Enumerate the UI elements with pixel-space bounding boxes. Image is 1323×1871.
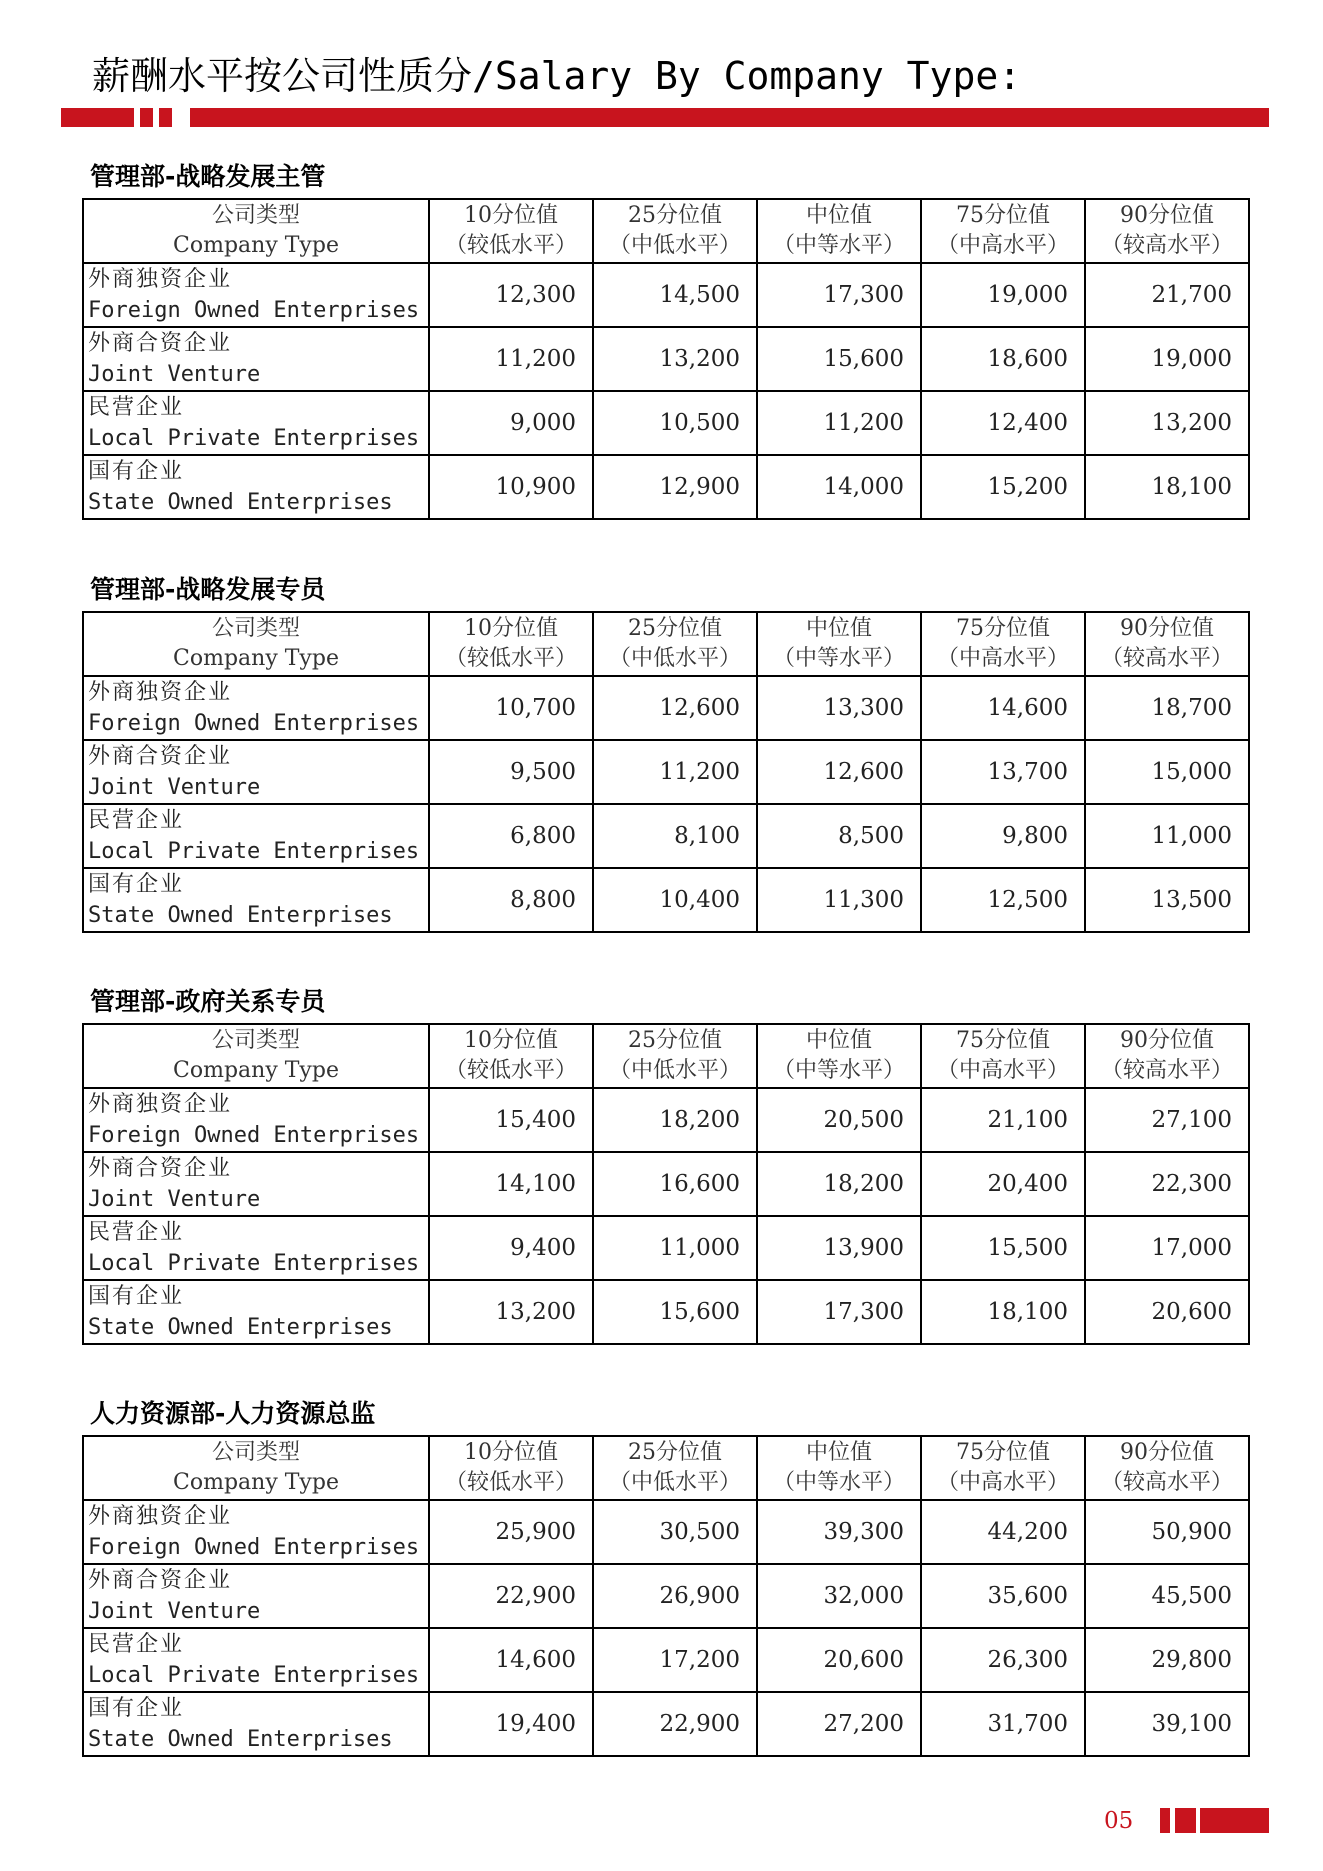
salary-value: 11,000 xyxy=(1085,804,1249,868)
salary-value: 12,400 xyxy=(921,391,1085,455)
percentile-header xyxy=(757,1024,921,1088)
table-row xyxy=(83,740,1249,804)
percentile-level: （中等水平） xyxy=(772,1058,905,1083)
salary-value: 19,400 xyxy=(429,1692,593,1756)
salary-value: 8,800 xyxy=(429,868,593,932)
percentile-level: （中低水平） xyxy=(608,1470,741,1495)
section-strategy-supervisor xyxy=(82,160,1248,544)
section-strategy-specialist xyxy=(82,573,1248,957)
percentile-label: 10分位值 xyxy=(464,616,558,641)
company-type-cn: 民营企业 xyxy=(88,1220,185,1245)
salary-value: 39,300 xyxy=(757,1500,921,1564)
salary-value: 10,700 xyxy=(429,676,593,740)
salary-value: 13,200 xyxy=(1085,391,1249,455)
company-type-cell xyxy=(83,1564,429,1628)
salary-value: 9,800 xyxy=(921,804,1085,868)
header-label-cn: 公司类型 xyxy=(211,203,300,228)
salary-value: 22,900 xyxy=(593,1692,757,1756)
header-label-cn: 公司类型 xyxy=(211,1028,300,1053)
company-type-en: State Owned Enterprises xyxy=(88,490,393,515)
salary-value: 14,600 xyxy=(429,1628,593,1692)
percentile-level: （较低水平） xyxy=(444,233,577,258)
percentile-label: 75分位值 xyxy=(956,203,1050,228)
percentile-label: 25分位值 xyxy=(628,1440,722,1465)
salary-value: 21,700 xyxy=(1085,263,1249,327)
table-row xyxy=(83,1628,1249,1692)
salary-value: 13,700 xyxy=(921,740,1085,804)
salary-value: 18,600 xyxy=(921,327,1085,391)
table-row xyxy=(83,263,1249,327)
percentile-level: （中高水平） xyxy=(936,1470,1069,1495)
percentile-level: （中等水平） xyxy=(772,233,905,258)
percentile-label: 90分位值 xyxy=(1120,616,1214,641)
salary-value: 32,000 xyxy=(757,1564,921,1628)
company-type-cn: 外商独资企业 xyxy=(88,1504,233,1529)
company-type-en: State Owned Enterprises xyxy=(88,903,393,928)
company-type-cell xyxy=(83,455,429,519)
company-type-cn: 外商合资企业 xyxy=(88,1156,233,1181)
percentile-level: （中低水平） xyxy=(608,1058,741,1083)
footer-rule-long xyxy=(1200,1808,1269,1833)
table-header-row xyxy=(83,199,1249,263)
company-type-en: Foreign Owned Enterprises xyxy=(88,298,420,323)
company-type-en: State Owned Enterprises xyxy=(88,1315,393,1340)
salary-value: 13,500 xyxy=(1085,868,1249,932)
company-type-en: Joint Venture xyxy=(88,362,261,387)
table-row xyxy=(83,391,1249,455)
company-type-cell xyxy=(83,327,429,391)
table-row xyxy=(83,804,1249,868)
section-title: 管理部-战略发展专员 xyxy=(90,575,326,604)
salary-table xyxy=(82,1435,1250,1757)
company-type-cn: 国有企业 xyxy=(88,872,185,897)
percentile-label: 90分位值 xyxy=(1120,1440,1214,1465)
company-type-en: Local Private Enterprises xyxy=(88,1251,420,1276)
salary-value: 14,500 xyxy=(593,263,757,327)
section-title: 人力资源部-人力资源总监 xyxy=(90,1399,376,1428)
company-type-cn: 外商独资企业 xyxy=(88,267,233,292)
salary-value: 18,100 xyxy=(921,1280,1085,1344)
salary-value: 26,900 xyxy=(593,1564,757,1628)
salary-value: 15,500 xyxy=(921,1216,1085,1280)
company-type-cell xyxy=(83,676,429,740)
percentile-level: （较高水平） xyxy=(1100,233,1233,258)
page-number: 05 xyxy=(1104,1808,1134,1834)
header-label-cn: 公司类型 xyxy=(211,616,300,641)
company-type-en: Foreign Owned Enterprises xyxy=(88,1123,420,1148)
salary-value: 17,000 xyxy=(1085,1216,1249,1280)
company-type-header xyxy=(83,1436,429,1500)
salary-value: 18,200 xyxy=(593,1088,757,1152)
salary-value: 29,800 xyxy=(1085,1628,1249,1692)
salary-value: 15,000 xyxy=(1085,740,1249,804)
salary-value: 11,200 xyxy=(593,740,757,804)
company-type-cell xyxy=(83,1500,429,1564)
salary-value: 15,400 xyxy=(429,1088,593,1152)
salary-value: 15,600 xyxy=(593,1280,757,1344)
salary-value: 14,000 xyxy=(757,455,921,519)
company-type-cell xyxy=(83,1628,429,1692)
salary-value: 9,000 xyxy=(429,391,593,455)
salary-value: 21,100 xyxy=(921,1088,1085,1152)
salary-value: 13,900 xyxy=(757,1216,921,1280)
salary-value: 17,200 xyxy=(593,1628,757,1692)
percentile-level: （较高水平） xyxy=(1100,1470,1233,1495)
company-type-cell xyxy=(83,1692,429,1756)
salary-value: 18,700 xyxy=(1085,676,1249,740)
salary-value: 27,100 xyxy=(1085,1088,1249,1152)
salary-value: 31,700 xyxy=(921,1692,1085,1756)
salary-value: 17,300 xyxy=(757,263,921,327)
salary-value: 44,200 xyxy=(921,1500,1085,1564)
company-type-en: Joint Venture xyxy=(88,1599,261,1624)
company-type-en: Joint Venture xyxy=(88,775,261,800)
percentile-header xyxy=(593,612,757,676)
percentile-header xyxy=(1085,1024,1249,1088)
salary-value: 50,900 xyxy=(1085,1500,1249,1564)
salary-value: 12,600 xyxy=(757,740,921,804)
company-type-cn: 外商合资企业 xyxy=(88,1568,233,1593)
salary-value: 12,600 xyxy=(593,676,757,740)
company-type-cell xyxy=(83,1216,429,1280)
company-type-cn: 国有企业 xyxy=(88,459,185,484)
salary-value: 12,500 xyxy=(921,868,1085,932)
table-header-row xyxy=(83,1436,1249,1500)
percentile-level: （中低水平） xyxy=(608,646,741,671)
salary-value: 26,300 xyxy=(921,1628,1085,1692)
salary-value: 12,300 xyxy=(429,263,593,327)
salary-value: 11,300 xyxy=(757,868,921,932)
company-type-cn: 外商合资企业 xyxy=(88,744,233,769)
salary-value: 13,300 xyxy=(757,676,921,740)
percentile-level: （较高水平） xyxy=(1100,646,1233,671)
percentile-header xyxy=(593,199,757,263)
salary-value: 11,200 xyxy=(757,391,921,455)
section-government-relations xyxy=(82,985,1248,1369)
percentile-header xyxy=(593,1024,757,1088)
salary-value: 19,000 xyxy=(921,263,1085,327)
header-rule-mark-1 xyxy=(140,108,153,127)
percentile-label: 75分位值 xyxy=(956,1440,1050,1465)
salary-value: 16,600 xyxy=(593,1152,757,1216)
salary-value: 9,500 xyxy=(429,740,593,804)
company-type-cell xyxy=(83,1152,429,1216)
percentile-label: 中位值 xyxy=(805,616,872,641)
company-type-cell xyxy=(83,804,429,868)
company-type-en: Local Private Enterprises xyxy=(88,1663,420,1688)
company-type-cn: 民营企业 xyxy=(88,808,185,833)
company-type-cell xyxy=(83,740,429,804)
table-row xyxy=(83,455,1249,519)
table-row xyxy=(83,676,1249,740)
percentile-header xyxy=(429,199,593,263)
percentile-label: 75分位值 xyxy=(956,1028,1050,1053)
salary-value: 17,300 xyxy=(757,1280,921,1344)
table-header-row xyxy=(83,612,1249,676)
salary-value: 13,200 xyxy=(593,327,757,391)
company-type-cn: 民营企业 xyxy=(88,395,185,420)
salary-value: 10,900 xyxy=(429,455,593,519)
header-label-cn: 公司类型 xyxy=(211,1440,300,1465)
percentile-label: 中位值 xyxy=(805,203,872,228)
footer-rule-mark-2 xyxy=(1175,1808,1196,1833)
salary-value: 20,500 xyxy=(757,1088,921,1152)
salary-value: 9,400 xyxy=(429,1216,593,1280)
percentile-header xyxy=(921,1024,1085,1088)
salary-value: 10,500 xyxy=(593,391,757,455)
percentile-header xyxy=(429,1024,593,1088)
company-type-header xyxy=(83,1024,429,1088)
percentile-header xyxy=(429,612,593,676)
header-rule-mark-2 xyxy=(159,108,172,127)
percentile-header xyxy=(1085,1436,1249,1500)
header-label-en: Company Type xyxy=(173,1058,339,1083)
salary-value: 15,200 xyxy=(921,455,1085,519)
percentile-level: （较低水平） xyxy=(444,1058,577,1083)
percentile-header xyxy=(593,1436,757,1500)
percentile-header xyxy=(1085,199,1249,263)
percentile-label: 25分位值 xyxy=(628,1028,722,1053)
salary-value: 22,900 xyxy=(429,1564,593,1628)
percentile-header xyxy=(921,1436,1085,1500)
company-type-en: Local Private Enterprises xyxy=(88,426,420,451)
salary-value: 22,300 xyxy=(1085,1152,1249,1216)
header-rule-short xyxy=(61,108,134,127)
salary-value: 18,100 xyxy=(1085,455,1249,519)
percentile-level: （较高水平） xyxy=(1100,1058,1233,1083)
salary-value: 11,200 xyxy=(429,327,593,391)
percentile-label: 10分位值 xyxy=(464,203,558,228)
salary-value: 25,900 xyxy=(429,1500,593,1564)
table-row xyxy=(83,1216,1249,1280)
percentile-header xyxy=(1085,612,1249,676)
salary-value: 11,000 xyxy=(593,1216,757,1280)
salary-value: 10,400 xyxy=(593,868,757,932)
company-type-cell xyxy=(83,263,429,327)
table-row xyxy=(83,1500,1249,1564)
company-type-header xyxy=(83,199,429,263)
salary-value: 39,100 xyxy=(1085,1692,1249,1756)
section-title: 管理部-政府关系专员 xyxy=(90,987,326,1016)
salary-value: 8,100 xyxy=(593,804,757,868)
company-type-cell xyxy=(83,391,429,455)
percentile-label: 10分位值 xyxy=(464,1440,558,1465)
table-header-row xyxy=(83,1024,1249,1088)
company-type-en: Local Private Enterprises xyxy=(88,839,420,864)
table-row xyxy=(83,1152,1249,1216)
percentile-level: （中高水平） xyxy=(936,1058,1069,1083)
percentile-header xyxy=(757,1436,921,1500)
header-label-en: Company Type xyxy=(173,1470,339,1495)
percentile-label: 25分位值 xyxy=(628,203,722,228)
salary-table xyxy=(82,611,1250,933)
percentile-header xyxy=(429,1436,593,1500)
salary-value: 20,400 xyxy=(921,1152,1085,1216)
page-title: 薪酬水平按公司性质分/Salary By Company Type: xyxy=(92,54,1022,98)
percentile-level: （中等水平） xyxy=(772,1470,905,1495)
salary-value: 20,600 xyxy=(757,1628,921,1692)
company-type-cn: 国有企业 xyxy=(88,1696,185,1721)
company-type-en: Joint Venture xyxy=(88,1187,261,1212)
company-type-en: State Owned Enterprises xyxy=(88,1727,393,1752)
percentile-level: （中等水平） xyxy=(772,646,905,671)
salary-value: 13,200 xyxy=(429,1280,593,1344)
salary-table xyxy=(82,198,1250,520)
percentile-label: 中位值 xyxy=(805,1440,872,1465)
salary-value: 30,500 xyxy=(593,1500,757,1564)
salary-value: 35,600 xyxy=(921,1564,1085,1628)
section-hr-director xyxy=(82,1397,1248,1781)
percentile-level: （较低水平） xyxy=(444,1470,577,1495)
company-type-header xyxy=(83,612,429,676)
percentile-header xyxy=(757,199,921,263)
section-title: 管理部-战略发展主管 xyxy=(90,162,326,191)
company-type-cn: 外商独资企业 xyxy=(88,1092,233,1117)
percentile-header xyxy=(921,612,1085,676)
table-row xyxy=(83,327,1249,391)
header-label-en: Company Type xyxy=(173,233,339,258)
salary-table xyxy=(82,1023,1250,1345)
percentile-label: 25分位值 xyxy=(628,616,722,641)
percentile-label: 中位值 xyxy=(805,1028,872,1053)
percentile-label: 90分位值 xyxy=(1120,203,1214,228)
salary-value: 6,800 xyxy=(429,804,593,868)
footer-rule-mark-1 xyxy=(1160,1808,1170,1833)
company-type-cell xyxy=(83,1280,429,1344)
header-rule-long xyxy=(190,108,1269,127)
percentile-label: 90分位值 xyxy=(1120,1028,1214,1053)
company-type-cn: 外商合资企业 xyxy=(88,331,233,356)
company-type-cell xyxy=(83,1088,429,1152)
percentile-level: （中高水平） xyxy=(936,233,1069,258)
salary-value: 12,900 xyxy=(593,455,757,519)
salary-value: 14,600 xyxy=(921,676,1085,740)
percentile-level: （中高水平） xyxy=(936,646,1069,671)
percentile-header xyxy=(757,612,921,676)
salary-value: 45,500 xyxy=(1085,1564,1249,1628)
table-row xyxy=(83,1692,1249,1756)
salary-value: 19,000 xyxy=(1085,327,1249,391)
salary-value: 15,600 xyxy=(757,327,921,391)
table-row xyxy=(83,1564,1249,1628)
table-row xyxy=(83,1280,1249,1344)
company-type-cn: 民营企业 xyxy=(88,1632,185,1657)
company-type-cn: 外商独资企业 xyxy=(88,680,233,705)
salary-value: 18,200 xyxy=(757,1152,921,1216)
company-type-cn: 国有企业 xyxy=(88,1284,185,1309)
salary-value: 14,100 xyxy=(429,1152,593,1216)
company-type-cell xyxy=(83,868,429,932)
company-type-en: Foreign Owned Enterprises xyxy=(88,711,420,736)
header-label-en: Company Type xyxy=(173,646,339,671)
percentile-header xyxy=(921,199,1085,263)
salary-value: 20,600 xyxy=(1085,1280,1249,1344)
percentile-label: 10分位值 xyxy=(464,1028,558,1053)
table-row xyxy=(83,1088,1249,1152)
percentile-level: （中低水平） xyxy=(608,233,741,258)
table-row xyxy=(83,868,1249,932)
salary-value: 27,200 xyxy=(757,1692,921,1756)
percentile-label: 75分位值 xyxy=(956,616,1050,641)
company-type-en: Foreign Owned Enterprises xyxy=(88,1535,420,1560)
salary-value: 8,500 xyxy=(757,804,921,868)
percentile-level: （较低水平） xyxy=(444,646,577,671)
